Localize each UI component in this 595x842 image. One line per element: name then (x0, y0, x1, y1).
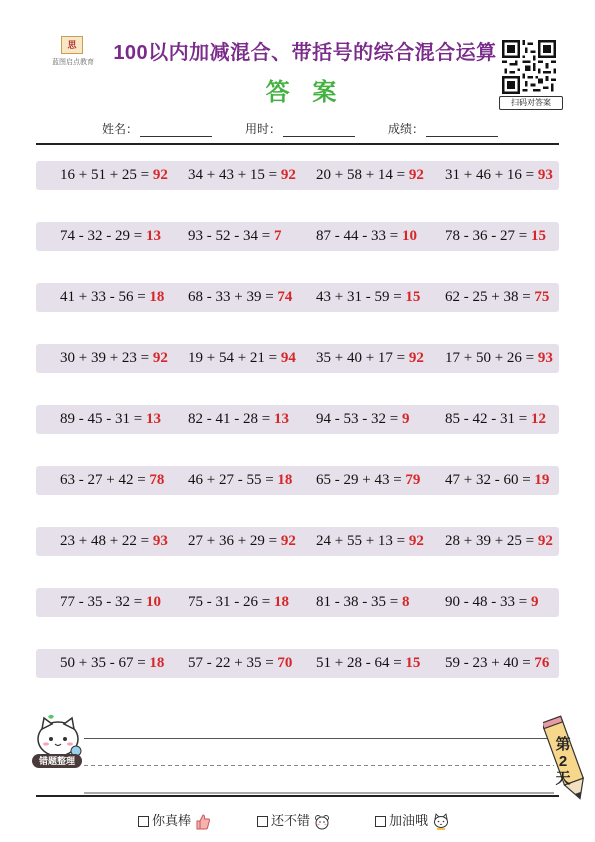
answer: 92 (537, 533, 553, 549)
problem-item (60, 527, 168, 556)
logo (52, 36, 92, 67)
answer: 13 (145, 411, 161, 427)
answer: 75 (534, 289, 550, 305)
answer: 78 (149, 472, 165, 488)
equation: 24 + 55 + 13 = (316, 533, 406, 549)
time-field[interactable] (245, 120, 355, 137)
mistake-writing-area[interactable] (84, 738, 554, 794)
logo-mark: 思 (61, 36, 83, 54)
answer: 74 (277, 289, 293, 305)
checkbox[interactable] (257, 816, 268, 827)
answer: 76 (534, 655, 550, 671)
problem-item (60, 588, 161, 617)
problem-item (445, 161, 553, 190)
equation: 81 - 38 - 35 = (316, 594, 399, 610)
problem-item (188, 222, 281, 251)
answer: 9 (530, 594, 539, 610)
equation: 85 - 42 - 31 = (445, 411, 528, 427)
qr-code-icon (502, 40, 556, 94)
problem-item (316, 405, 409, 434)
problem-item (316, 161, 424, 190)
equation: 77 - 35 - 32 = (60, 594, 143, 610)
checkbox[interactable] (375, 816, 386, 827)
name-blank[interactable] (140, 124, 212, 137)
answer: 15 (405, 655, 421, 671)
equation: 41 + 33 - 56 = (60, 289, 146, 305)
equation: 34 + 43 + 15 = (188, 167, 278, 183)
equation: 50 + 35 - 67 = (60, 655, 146, 671)
equation: 19 + 54 + 21 = (188, 350, 278, 366)
answer: 8 (401, 594, 410, 610)
answer: 92 (152, 350, 168, 366)
problem-item (188, 466, 292, 495)
answer: 92 (408, 350, 424, 366)
problem-item (60, 222, 161, 251)
problem-item (188, 161, 296, 190)
answer: 92 (408, 167, 424, 183)
problem-item (316, 466, 420, 495)
thumbs-up-icon (195, 814, 211, 830)
answer: 13 (273, 411, 289, 427)
answer: 94 (280, 350, 296, 366)
day-label: 第2天 (555, 736, 571, 787)
answer: 10 (145, 594, 161, 610)
problem-item (445, 222, 546, 251)
equation: 94 - 53 - 32 = (316, 411, 399, 427)
equation: 46 + 27 - 55 = (188, 472, 274, 488)
option-great[interactable] (138, 810, 211, 830)
problem-item (316, 588, 409, 617)
answer: 79 (405, 472, 421, 488)
problem-row (36, 161, 559, 190)
problem-item (188, 649, 292, 678)
equation: 17 + 50 + 26 = (445, 350, 535, 366)
problem-item (60, 344, 168, 373)
problem-item (188, 283, 292, 312)
problem-item (445, 588, 538, 617)
equation: 62 - 25 + 38 = (445, 289, 531, 305)
score-blank[interactable] (426, 124, 498, 137)
page-subtitle: 答 案 (265, 79, 345, 106)
mistakes-label: 错题整理 (32, 754, 82, 768)
problem-item (445, 649, 549, 678)
answer: 10 (401, 228, 417, 244)
option-good-label: 还不错 (271, 813, 311, 828)
equation: 47 + 32 - 60 = (445, 472, 531, 488)
equation: 16 + 51 + 25 = (60, 167, 150, 183)
time-label: 用时： (245, 122, 282, 136)
score-field[interactable] (388, 120, 498, 137)
problem-item (316, 344, 424, 373)
problem-item (60, 283, 164, 312)
equation: 27 + 36 + 29 = (188, 533, 278, 549)
page-title: 100以内加减混合、带括号的综合混合运算 (113, 42, 497, 64)
equation: 68 - 33 + 39 = (188, 289, 274, 305)
bear-face-icon (314, 814, 330, 830)
problem-item (445, 405, 546, 434)
answer: 12 (530, 411, 546, 427)
problem-item (316, 527, 424, 556)
equation: 43 + 31 - 59 = (316, 289, 402, 305)
problem-item (188, 588, 289, 617)
problem-item (60, 649, 164, 678)
answer: 18 (277, 472, 293, 488)
equation: 31 + 46 + 16 = (445, 167, 535, 183)
header-divider (36, 143, 559, 145)
name-label: 姓名： (102, 122, 139, 136)
equation: 35 + 40 + 17 = (316, 350, 406, 366)
answer: 92 (280, 533, 296, 549)
answer: 18 (149, 289, 165, 305)
answer: 92 (152, 167, 168, 183)
problem-item (60, 466, 164, 495)
option-keep-going-label: 加油哦 (389, 813, 429, 828)
answer: 9 (401, 411, 410, 427)
equation: 57 - 22 + 35 = (188, 655, 274, 671)
problem-row (36, 588, 559, 617)
answer: 15 (530, 228, 546, 244)
problem-item (316, 222, 417, 251)
checkbox[interactable] (138, 816, 149, 827)
option-great-label: 你真棒 (152, 813, 192, 828)
equation: 30 + 39 + 23 = (60, 350, 150, 366)
problem-row (36, 466, 559, 495)
problem-row (36, 649, 559, 678)
problem-row (36, 283, 559, 312)
problem-item (188, 405, 289, 434)
equation: 20 + 58 + 14 = (316, 167, 406, 183)
problem-item (445, 283, 549, 312)
problem-item (60, 405, 161, 434)
answer: 18 (273, 594, 289, 610)
equation: 51 + 28 - 64 = (316, 655, 402, 671)
equation: 28 + 39 + 25 = (445, 533, 535, 549)
logo-text: 蓝图启点教育 (52, 59, 94, 66)
equation: 93 - 52 - 34 = (188, 228, 271, 244)
cheering-cat-icon (432, 813, 450, 831)
equation: 75 - 31 - 26 = (188, 594, 271, 610)
problem-item (188, 527, 296, 556)
answer: 19 (534, 472, 550, 488)
name-field[interactable] (102, 120, 212, 137)
problem-item (188, 344, 296, 373)
problem-item (445, 466, 549, 495)
answer: 93 (152, 533, 168, 549)
problem-row (36, 405, 559, 434)
problem-item (445, 527, 553, 556)
answer: 15 (405, 289, 421, 305)
problem-item (316, 283, 420, 312)
equation: 89 - 45 - 31 = (60, 411, 143, 427)
answer: 70 (277, 655, 293, 671)
problem-item (316, 649, 420, 678)
score-label: 成绩： (388, 122, 425, 136)
option-keep-going[interactable] (375, 810, 450, 831)
option-good[interactable] (257, 810, 330, 830)
answer: 13 (145, 228, 161, 244)
problem-item (60, 161, 168, 190)
qr-label: 扫码对答案 (499, 96, 563, 110)
equation: 78 - 36 - 27 = (445, 228, 528, 244)
answer: 18 (149, 655, 165, 671)
equation: 63 - 27 + 42 = (60, 472, 146, 488)
time-blank[interactable] (283, 124, 355, 137)
answer: 7 (273, 228, 282, 244)
equation: 87 - 44 - 33 = (316, 228, 399, 244)
equation: 59 - 23 + 40 = (445, 655, 531, 671)
footer-divider (36, 795, 559, 797)
answer: 93 (537, 350, 553, 366)
equation: 23 + 48 + 22 = (60, 533, 150, 549)
answer: 92 (408, 533, 424, 549)
answer: 93 (537, 167, 553, 183)
problem-row (36, 527, 559, 556)
equation: 90 - 48 - 33 = (445, 594, 528, 610)
equation: 65 - 29 + 43 = (316, 472, 402, 488)
equation: 74 - 32 - 29 = (60, 228, 143, 244)
problem-row (36, 222, 559, 251)
answer: 92 (280, 167, 296, 183)
problem-row (36, 344, 559, 373)
problem-item (445, 344, 553, 373)
equation: 82 - 41 - 28 = (188, 411, 271, 427)
